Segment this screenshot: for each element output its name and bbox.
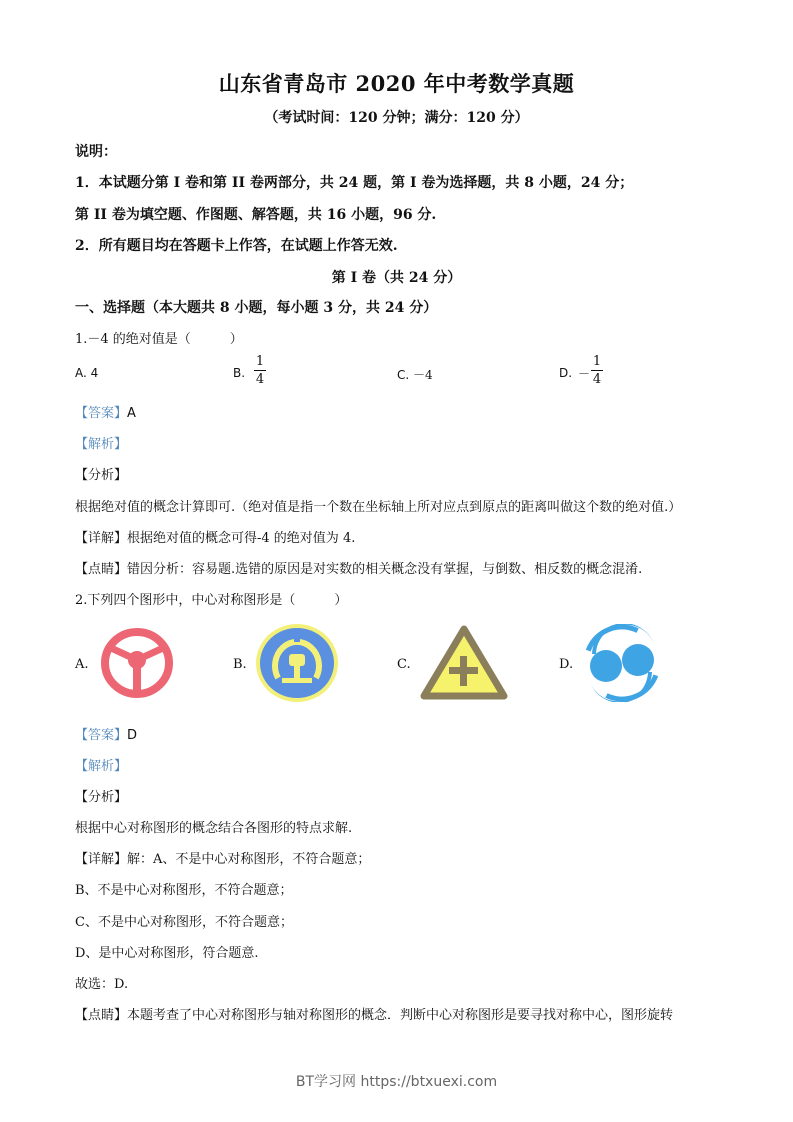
option-d-fraction — [591, 354, 603, 387]
fraction-bar — [591, 370, 603, 371]
fraction-numerator: 1 — [592, 354, 602, 369]
railway-logo-icon — [254, 622, 340, 704]
option-value: 4 — [90, 366, 99, 380]
fraction-numerator: 1 — [255, 354, 265, 369]
detail-line — [75, 527, 355, 546]
option-b-fraction — [254, 354, 266, 387]
detail-text: 根据绝对值的概念可得-4 的绝对值为 4. — [127, 531, 356, 546]
document-title: 山东省青岛市 2020 年中考数学真题 — [218, 71, 575, 96]
detail-line: B、不是中心对称图形，不符合题意； — [75, 883, 293, 898]
comment-tag: 【点睛】 — [75, 562, 128, 577]
comment-line — [75, 558, 642, 577]
analysis-tag: 【解析】 — [75, 759, 128, 774]
detail-line: C、不是中心对称图形，不符合题意； — [75, 915, 293, 930]
option-label: A. — [75, 366, 87, 380]
comment-line — [75, 1004, 673, 1023]
comment-tag: 【点睛】 — [75, 1008, 128, 1023]
option-b-label: B. — [233, 657, 247, 672]
option-d-sign: － — [578, 367, 591, 381]
question-stem: 2.下列四个图形中，中心对称图形是（ ） — [75, 593, 348, 608]
section-heading: 一、选择题（本大题共 8 小题，每小题 3 分，共 24 分） — [75, 300, 438, 316]
answer-value: A — [127, 406, 136, 421]
fenxi-text: 根据中心对称图形的概念结合各图形的特点求解. — [75, 821, 353, 836]
part-heading: 第 I 卷（共 24 分） — [331, 270, 462, 286]
comment-text: 本题考查了中心对称图形与轴对称图形的概念．判断中心对称图形是要寻找对称中心，图形旋转 — [127, 1008, 674, 1023]
answer-line — [75, 724, 137, 743]
instruction-item: 1．本试题分第 I 卷和第 II 卷两部分，共 24 题，第 I 卷为选择题，共 8 小题，24 分； — [75, 175, 634, 191]
instruction-item: 2．所有题目均在答题卡上作答，在试题上作答无效. — [75, 238, 398, 254]
option-c — [397, 366, 433, 383]
fenxi-tag: 【分析】 — [75, 468, 128, 483]
fenxi-tag: 【分析】 — [75, 790, 128, 805]
detail-tag: 【详解】 — [75, 852, 128, 867]
option-d-label: D. — [559, 657, 574, 672]
document-subtitle: （考试时间：120 分钟；满分：120 分） — [264, 110, 529, 126]
question-stem: 1.－4 的绝对值是（ ） — [75, 332, 243, 347]
detail-line: 故选：D. — [75, 977, 129, 992]
footer-watermark: BT学习网 https://btxuexi.com — [295, 1074, 498, 1090]
option-b-label: B. — [233, 366, 246, 380]
option-a — [75, 366, 98, 380]
detail-line: D、是中心对称图形，符合题意. — [75, 946, 259, 961]
answer-line — [75, 402, 136, 421]
option-label: C. — [397, 368, 410, 382]
detail-line — [75, 848, 370, 867]
comment-text: 错因分析：容易题.选错的原因是对实数的相关概念没有掌握，与倒数、相反数的概念混淆. — [127, 562, 643, 577]
warning-triangle-plus-icon — [420, 624, 508, 702]
option-a-label: A. — [75, 657, 89, 672]
answer-tag: 【答案】 — [75, 728, 128, 743]
instruction-item: 第 II 卷为填空题、作图题、解答题，共 16 小题，96 分. — [75, 207, 437, 223]
fenxi-text: 根据绝对值的概念计算即可.（绝对值是指一个数在坐标轴上所对应点到原点的距离叫做这个数的绝对值.） — [75, 500, 682, 515]
detail-text: 解：A、不是中心对称图形，不符合题意； — [127, 852, 371, 867]
answer-tag: 【答案】 — [75, 406, 128, 421]
taiji-swirl-icon — [582, 624, 662, 702]
option-c-label: C. — [397, 657, 411, 672]
answer-value: D — [127, 728, 138, 743]
option-value: －4 — [413, 368, 433, 382]
instructions-heading: 说明： — [75, 144, 117, 160]
fraction-denominator: 4 — [255, 372, 265, 387]
detail-tag: 【详解】 — [75, 531, 128, 546]
analysis-tag: 【解析】 — [75, 437, 128, 452]
steering-wheel-icon — [99, 626, 175, 700]
fraction-denominator: 4 — [592, 372, 602, 387]
option-d-label: D. — [559, 366, 573, 380]
fraction-bar — [254, 370, 266, 371]
